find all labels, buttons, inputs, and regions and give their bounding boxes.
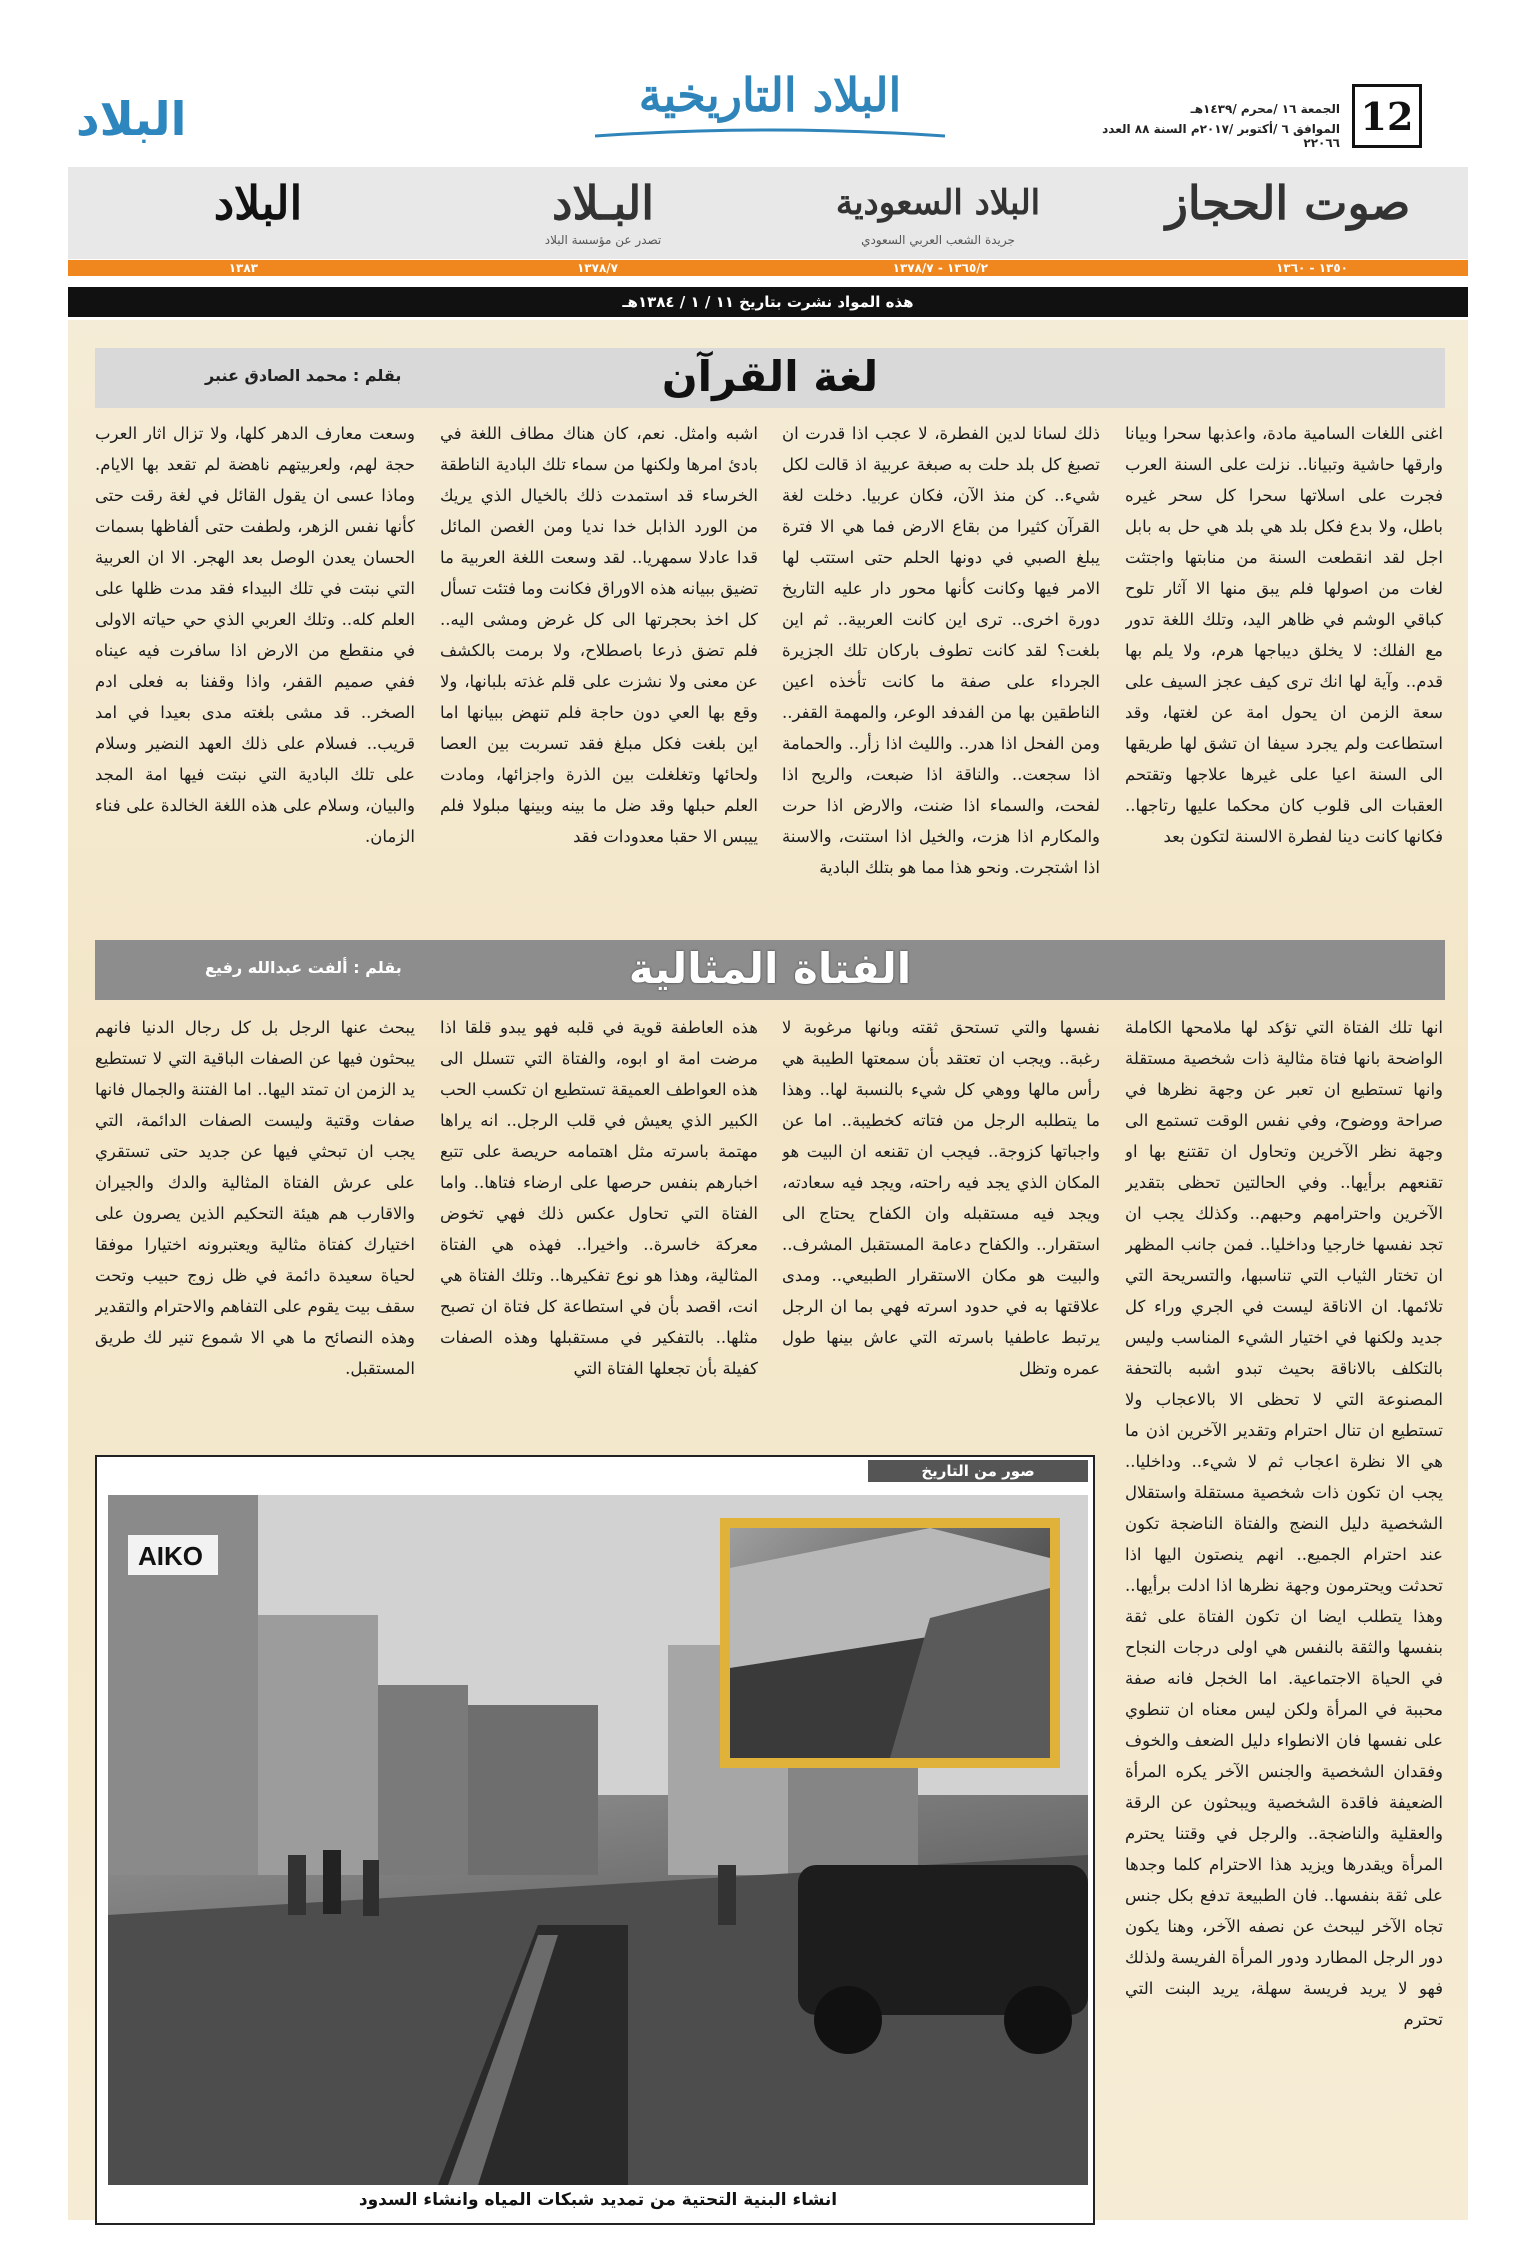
supplement-title: البلاد التاريخية — [638, 68, 902, 122]
dam-photo — [730, 1528, 1050, 1758]
masthead-albilad: البـلاد تصدر عن مؤسسة البلاد — [544, 176, 662, 247]
page-number: 12 — [1352, 84, 1422, 148]
article-header — [95, 348, 1445, 408]
article-column: نفسها والتي تستحق ثقته وبانها مرغوبة لا رغبة.. ويجب ان تعتقد بأن سمعتها الطيبة هي رأس مالها ووهي كل شيء بالنسبة لها.. وهذا ما يتطلبه الرجل من فتاته كخطيبة.. اما عن واجباتها كزوجة.. فيجب ان تقنعه ان البيت هو المكان الذي يجد فيه راحته، ويجد فيه سعادته، ويجد فيه مستقبله وان الكفاح يحتاج الى استقرار.. والكفاح دعامة المستقبل المشرف.. والبيت هو مكان الاستقرار الطبيعي.. ومدى علاقتها به في حدود اسرته فهي بما ان الرجل يرتبط عاطفيا باسرته التي عاش بينها طول عمره وتظل — [782, 1018, 1100, 1378]
issue-date: الجمعة ١٦ /محرم /١٤٣٩هـ — [1190, 102, 1340, 116]
newspaper-logo: البلاد — [76, 92, 187, 146]
issue-number: الموافق ٦ /أكتوبر /٢٠١٧م السنة ٨٨ العدد ٢٢٠٦٦ — [1102, 122, 1340, 150]
years-label: ١٣٧٨/٧ — [576, 261, 618, 275]
article-column: هذه العاطفة قوية في قلبه فهو يبدو قلقا اذا مرضت امة او ابوه، والفتاة التي تتسلل الى هذه العواطف العميقة تستطيع ان تكسب الحب الكبير الذي يعيش في قلب الرجل.. انه يراها مهتمة باسرته مثل اهتمامه حريصة على تتبع اخبارهم بنفس حرصها على ارضاء فتاها.. واما الفتاة التي تحاول عكس ذلك فهي تخوض معركة خاسرة.. واخيرا.. فهذه هي الفتاة المثالية، وهذا هو نوع تفكيرها.. وتلك الفتاة هي انت، اقصد بأن في استطاعة كل فتاة ان تصبح مثلها.. بالتفكير في مستقبلها وهذه الصفات كفيلة بأن تجعلها الفتاة التي — [440, 1018, 758, 1378]
article-header — [95, 940, 1445, 1000]
historical-mastheads — [68, 167, 1468, 259]
masthead-albilad-alsaudia: البلاد السعودية جريدة الشعب العربي السعودي — [835, 183, 1041, 247]
article-byline: بقلم : محمد الصادق عنبر — [205, 366, 402, 385]
article-column: ذلك لسانا لدين الفطرة، لا عجب اذا قدرت ان تصبغ كل بلد حلت به صبغة عربية اذ قالت لكل شيء.. كن منذ الآن، فكان عربيا. دخلت لغة القرآن كثيرا من بقاع الارض فما هي الا فترة يبلغ الصبي في دونها الحلم حتى استتب لها الامر فيها وكانت كأنها محور دار عليه التاريخ دورة اخرى.. ترى اين كانت العربية.. ثم اين بلغت؟ لقد كانت تطوف باركان تلك الجزيرة الجرداء على صفة ما كانت تأخذه اعين الناطقين بها من الفدفد الوعر، والمهمة القفر.. ومن الفحل اذا هدر.. والليث اذا زأر.. والحمامة اذا سجعت.. والناقة اذا ضبعت، والريح اذا لفحت، والسماء اذا ضنت، والارض اذا حرت والمكارم اذا هزت، والخيل اذا استنت، والاسنة اذا اشتجرت. ونحو هذا مما هو بتلك البادية — [782, 424, 1100, 877]
years-label: ١٣٥٠ - ١٣٦٠ — [1276, 261, 1348, 275]
dam-illustration — [730, 1528, 1050, 1758]
photos-section-label: صور من التاريخ — [868, 1460, 1088, 1482]
article-column: اشبه وامثل. نعم، كان هناك مطاف اللغة في بادئ امرها ولكنها من سماء تلك البادية الناطقة الخرساء قد استمدت ذلك بالخيال الذي يريك من الورد الذابل خدا نديا ومن الغصن المائل قدا عادلا سمهريا.. لقد وسعت اللغة العربية ما تضيق ببيانه هذه الاوراق فكانت وما فتئت تسأل كل اخذ بحجرتها الى كل غرض ومشى اليه.. فلم تضق ذرعا باصطلاح، ولا برمت بالكشف عن معنى ولا نشزت على قلم غذته بلبانها، ولا وقع بها العي دون حاجة فلم تنهض ببيانها اما اين بلغت فكل مبلغ فقد تسربت بين العصا ولحائها وتغلغلت بين الذرة واجزائها، ومادت العلم حبلها وقد ضل ما بينه وبينها مبلولا فلم ييبس الا حقبا معدودات فقد — [440, 424, 758, 846]
masthead-years-bar — [68, 260, 1468, 276]
article-column: يبحث عنها الرجل بل كل رجال الدنيا فانهم يبحثون فيها عن الصفات الباقية التي لا تستطيع يد الزمن ان تمتد اليها.. اما الفتنة والجمال فانها صفات وقتية وليست الصفات الدائمة، التي يجب ان تبحثي فيها عن جديد حتى تستقري على عرش الفتاة المثالية والدك والجيران والاقارب هم هيئة التحكيم الذين يصرون على اختيارك كفتاة مثالية ويعتبرونه اختيارا موفقا لحياة سعيدة دائمة في ظل زوج حبيب وتحت سقف بيت يقوم على التفاهم والاحترام والتقدير وهذه النصائح ما هي الا شموع تنير لك طريق المستقبل. — [95, 1018, 415, 1378]
years-label: ١٣٦٥/٢ - ١٣٧٨/٧ — [892, 261, 988, 275]
masthead-sawt-alhijaz: صوت الحجاز — [1165, 176, 1411, 230]
article-byline: بقلم : ألفت عبدالله رفيع — [205, 958, 402, 977]
publication-notice: هذه المواد نشرت بتاريخ ١١ / ١ / ١٣٨٤هـ — [68, 287, 1468, 317]
masthead-albilad-modern: البلاد — [213, 176, 303, 230]
article-title: الفتاة المثالية — [628, 944, 912, 993]
years-label: ١٣٨٣ — [228, 261, 258, 275]
article-title: لغة القرآن — [661, 352, 879, 401]
article-column: انها تلك الفتاة التي تؤكد لها ملامحها الكاملة الواضحة بانها فتاة مثالية ذات شخصية مستقلة وانها تستطيع ان تعبر عن وجهة نظرها في صراحة ووضوح، وفي نفس الوقت تستمع الى وجهة نظر الآخرين وتحاول ان تقتنع بها او تقنعهم برأيها.. وفي الحالتين تحظى بتقدير الآخرين واحترامهم وحبهم.. وكذلك يجب ان تجد نفسها خارجيا وداخليا.. فمن جانب المظهر ان تختار الثياب التي تناسبها، والتسريحة التي تلائمها. ان الاناقة ليست في الجري وراء كل جديد ولكنها في اختيار الشيء المناسب وليس بالتكلف بالاناقة بحيث تبدو اشبه بالتحفة المصنوعة التي لا تحظى الا بالاعجاب ولا تستطيع ان تنال احترام وتقدير الآخرين اذن ما هي الا نظرة اعجاب ثم لا شيء.. وداخليا.. يجب ان تكون ذات شخصية مستقلة واستقلال الشخصية دليل النضج والفتاة الناضجة تكون عند احترام الجميع.. انهم ينصتون اليها اذا تحدثت ويحترمون وجهة نظرها اذا ادلت برأيها.. وهذا يتطلب ايضا ان تكون الفتاة على ثقة بنفسها والثقة بالنفس هي اولى درجات النجاح في الحياة الاجتماعية. اما الخجل فانه صفة محببة في المرأة ولكن ليس معناه ان تنطوي على نفسها فان الانطواء دليل الضعف والخوف وفقدان الشخصية والجنس الآخر يكره المرأة الضعيفة فاقدة الشخصية ويبحثون عن الرقة والعقلية والناضجة.. والرجل في وقتنا يحترم المرأة ويقدرها ويزيد هذا الاحترام كلما وجدها على ثقة بنفسها.. فان الطبيعة تدفع بكل جنس تجاه الآخر ليبحث عن نصفه الآخر، وهنا يكون دور الرجل المطارد ودور المرأة الفريسة ولذلك فهو لا يريد فريسة سهلة، يريد البنت التي تحترم — [1125, 1018, 1443, 2029]
title-swoosh-icon — [595, 128, 945, 142]
article-column: وسعت معارف الدهر كلها، ولا تزال اثار العرب حجة لهم، ولعربيتهم ناهضة لم تقعد بها الايام. وماذا عسى ان يقول القائل في لغة رقت حتى كأنها نفس الزهر، ولطفت حتى ألفاظها بسمات الحسان يعدن الوصل بعد الهجر. الا ان العربية التي نبتت في تلك البيداء فقد مدت ظلها على العلم كله.. وتلك العربي الذي حي حياته الاولى في منقطع من الارض اذا سافرت فيه عيناه ففي صميم القفر، واذا وقفنا به فعلى ادم الصخر.. قد مشى بلغته مدى بعيدا في امد قريب.. فسلام على ذلك العهد النضير وسلام على تلك البادية التي نبتت فيها امة المجد والبيان، وسلام على هذه اللغة الخالدة على فناء الزمان. — [95, 424, 415, 846]
shop-sign-text: AIKO — [138, 1541, 203, 1571]
photo-caption: انشاء البنية التحتية من تمديد شبكات المياه وانشاء السدود — [358, 2190, 838, 2210]
article-column: اغنى اللغات السامية مادة، واعذبها سحرا وبيانا وارقها حاشية وتبيانا.. نزلت على السنة العرب فجرت على اسلاتها سحرا كل سحر غيره باطل، ولا بدع فكل بلد هي بلد هي حل به بابل اجل لقد انقطعت السنة من منابتها واجتثت لغات من اصولها فلم يبق منها الا آثار تلوح كباقي الوشم في ظاهر اليد، وتلك اللغة تدور مع الفلك: لا يخلق ديباجها هرم، ولا يلم بها قدم.. وآية لها انك ترى كيف عجز السيف على سعة الزمن ان يحول امة عن لغتها، وقد استطاعت ولم يجرد سيفا ان تشق لها طريقها الى السنة اعيا على غيرها علاجها وتقتحم العقبات الى قلوب كان محكما عليها رتاجها.. فكانها كانت دينا لفطرة الالسنة لتكون بعد — [1125, 424, 1443, 846]
